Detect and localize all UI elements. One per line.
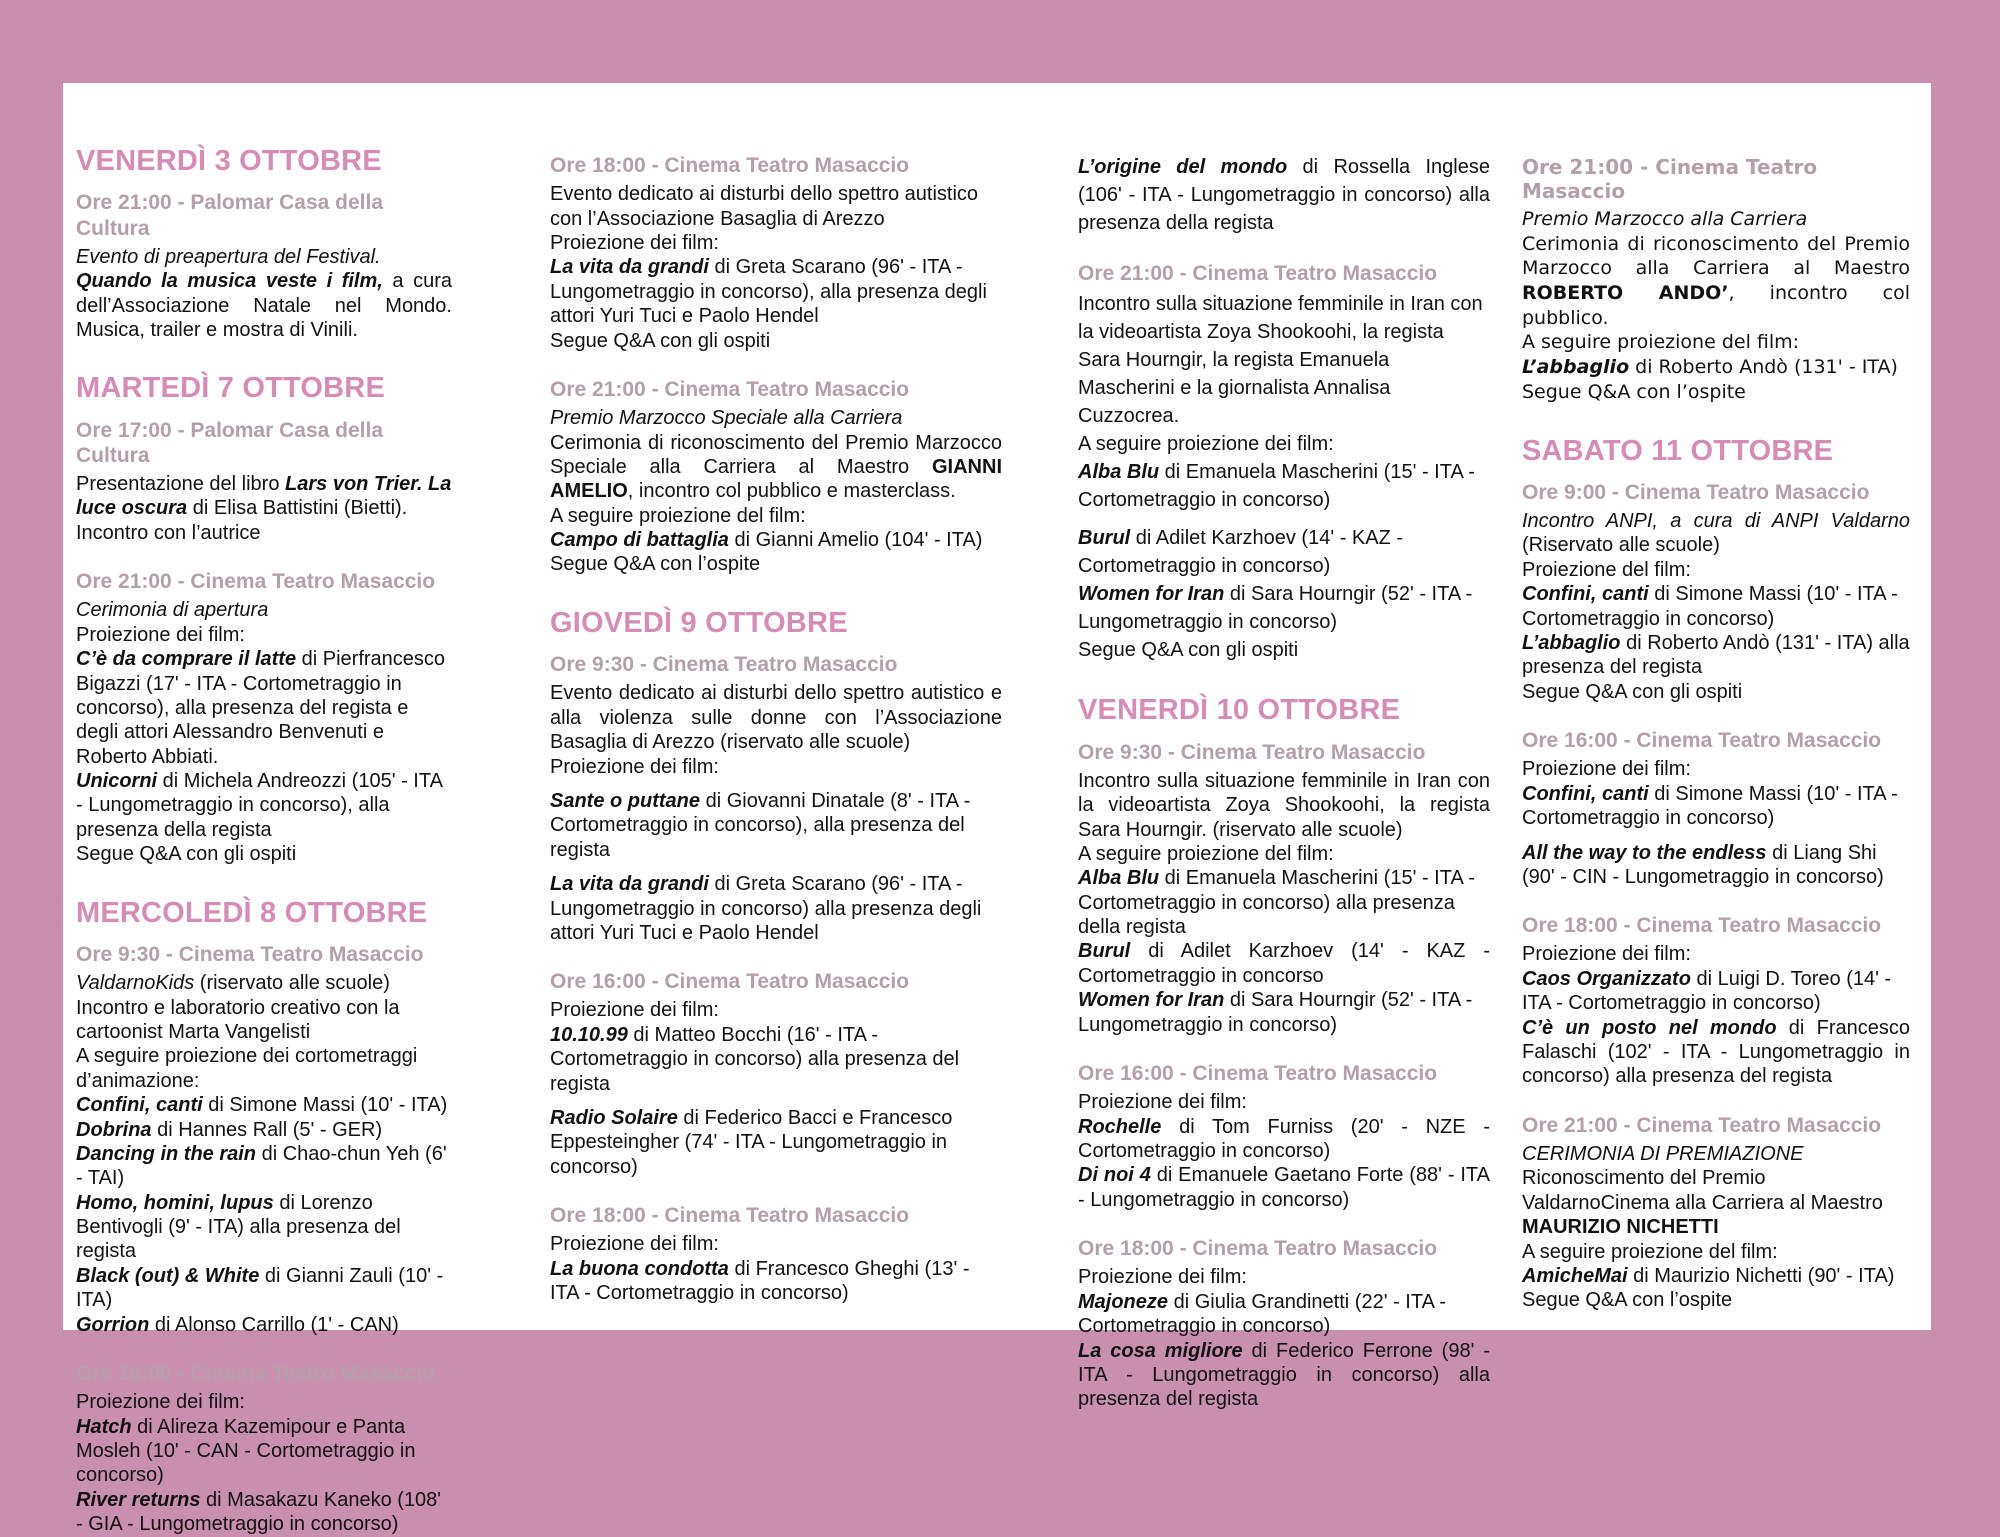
program-paragraph bbox=[76, 647, 452, 769]
program-paragraph bbox=[1522, 1016, 1910, 1089]
time-venue-heading: Ore 9:30 - Cinema Teatro Masaccio bbox=[76, 943, 424, 966]
day-heading: SABATO 11 OTTOBRE bbox=[1522, 434, 1834, 467]
text-run: Incontro e laboratorio creativo con la cartoonist Marta Vangelisti bbox=[76, 996, 400, 1043]
time-venue-heading: Ore 21:00 - Cinema Teatro Masaccio bbox=[550, 377, 910, 401]
program-paragraph bbox=[550, 552, 1002, 576]
text-run: A seguire proiezione del film: bbox=[1078, 842, 1334, 865]
text-run: Segue Q&A con gli ospiti bbox=[550, 329, 771, 352]
film-title: Unicorni bbox=[76, 770, 158, 793]
program-paragraph bbox=[1078, 430, 1490, 458]
text-run: GIANNI AMELIO bbox=[550, 455, 1002, 503]
text-run: di Adilet Karzhoev (14' - KAZ - Cortometraggio in concorso bbox=[1078, 940, 1490, 987]
text-run: Segue Q&A con gli ospiti bbox=[1078, 639, 1299, 662]
text-run: Proiezione dei film: bbox=[1522, 943, 1691, 966]
program-paragraph bbox=[550, 528, 1002, 552]
text-run: di Matteo Bocchi (16' - ITA - Cortometraggio in concorso) alla presenza del regista bbox=[550, 1023, 960, 1095]
program-paragraph bbox=[1078, 866, 1490, 939]
text-run: di Adilet Karzhoev (14' - KAZ - Cortometraggio in concorso) bbox=[1078, 527, 1404, 578]
program-paragraph bbox=[550, 329, 1002, 353]
text-run: di Elisa Battistini (Bietti). Incontro con l’autrice bbox=[76, 497, 408, 544]
program-paragraph bbox=[1522, 207, 1910, 232]
film-title: L’abbaglio bbox=[1522, 356, 1630, 379]
text-run: Premio Marzocco alla Carriera bbox=[1522, 208, 1808, 230]
program-column-4 bbox=[1522, 83, 1910, 1313]
program-paragraph bbox=[76, 971, 452, 995]
text-run: Segue Q&A con l’ospite bbox=[1522, 1289, 1733, 1312]
text-run: di Gianni Zauli (10' - ITA) bbox=[76, 1264, 444, 1312]
program-paragraph bbox=[550, 681, 1002, 754]
event-block bbox=[1078, 1061, 1490, 1212]
program-paragraph bbox=[76, 269, 452, 342]
program-paragraph bbox=[76, 1313, 452, 1337]
film-title: Women for Iran bbox=[1078, 989, 1225, 1012]
text-run: (riservato alle scuole) bbox=[194, 972, 390, 995]
text-run: , incontro col pubblico. bbox=[1522, 282, 1911, 329]
text-run: di Francesco Gheghi (13' - ITA - Cortometraggio in concorso) bbox=[550, 1257, 970, 1305]
program-paragraph bbox=[1522, 1288, 1910, 1312]
film-title: Gorrion bbox=[76, 1313, 150, 1336]
text-run: ValdarnoKids bbox=[76, 972, 195, 995]
text-run: A seguire proiezione del film: bbox=[550, 504, 806, 527]
text-run: di Giulia Grandinetti (22' - ITA - Cortometraggio in concorso) bbox=[1078, 1290, 1447, 1338]
event-block bbox=[550, 377, 1002, 577]
film-title: Dobrina bbox=[76, 1118, 152, 1141]
program-paragraph bbox=[550, 1023, 1002, 1096]
text-run: di Greta Scarano (96' - ITA - Lungometraggio in concorso), alla presenza degli attori Yuri Tuci e Paolo Hendel bbox=[550, 256, 987, 328]
text-run: Proiezione del film: bbox=[1522, 558, 1691, 581]
text-run: Proiezione dei film: bbox=[76, 623, 245, 646]
film-title: Homo, homini, lupus bbox=[76, 1191, 274, 1214]
event-block bbox=[1522, 728, 1910, 889]
film-title: All the way to the endless bbox=[1522, 841, 1767, 864]
event-block bbox=[1078, 261, 1490, 664]
time-venue-heading: Ore 18:00 - Cinema Teatro Masaccio bbox=[1522, 914, 1882, 938]
program-paragraph bbox=[1522, 509, 1910, 558]
program-column-2 bbox=[550, 83, 1002, 1306]
text-run: Cerimonia di riconoscimento del Premio Marzocco alla Carriera al Maestro bbox=[1522, 232, 1910, 280]
text-run: Proiezione dei film: bbox=[1078, 1266, 1247, 1289]
film-title: La cosa migliore bbox=[1078, 1339, 1243, 1362]
film-title: L’origine del mondo bbox=[1078, 156, 1288, 178]
event-block bbox=[550, 607, 1002, 945]
film-title: La vita da grandi bbox=[550, 256, 709, 279]
time-venue-heading: Ore 9:00 - Cinema Teatro Masaccio bbox=[1522, 480, 1870, 504]
text-run: di Lorenzo Bentivogli (9' - ITA) alla presenza del regista bbox=[76, 1191, 401, 1263]
time-venue-heading: Ore 21:00 - Cinema Teatro Masaccio bbox=[1522, 155, 1818, 203]
event-block bbox=[76, 372, 452, 545]
text-run: Presentazione del libro bbox=[76, 473, 286, 495]
program-paragraph bbox=[76, 996, 452, 1045]
event-block bbox=[1078, 694, 1490, 1037]
program-paragraph bbox=[76, 1118, 452, 1142]
program-paragraph bbox=[550, 998, 1002, 1022]
text-run: Proiezione dei film: bbox=[1522, 758, 1691, 781]
program-paragraph bbox=[76, 842, 452, 866]
text-run: ROBERTO ANDO’ bbox=[1522, 282, 1729, 305]
text-run: , incontro col pubblico e masterclass. bbox=[627, 480, 956, 503]
film-title: Confini, canti bbox=[1522, 583, 1649, 606]
text-run: Segue Q&A con l’ospite bbox=[1522, 380, 1746, 403]
program-paragraph bbox=[76, 1415, 452, 1488]
time-venue-heading: Ore 21:00 - Cinema Teatro Masaccio bbox=[1522, 1113, 1882, 1137]
film-title: Alba Blu bbox=[1078, 461, 1160, 484]
text-run: di Giovanni Dinatale (8' - ITA - Cortometraggio in concorso), alla presenza del regista bbox=[550, 789, 971, 861]
text-run: a cura dell’Associazione Natale nel Mondo. Musica, trailer e mostra di Vinili. bbox=[76, 270, 452, 341]
program-paragraph bbox=[1078, 988, 1490, 1037]
text-run: Riconoscimento del Premio ValdarnoCinema alla Carriera al Maestro bbox=[1522, 1167, 1883, 1214]
text-run: di Simone Massi (10' - ITA - Cortometraggio in concorso) bbox=[1522, 583, 1898, 630]
program-paragraph bbox=[76, 623, 452, 647]
program-paragraph bbox=[76, 1142, 452, 1191]
time-venue-heading: Ore 17:00 - Palomar Casa della Cultura bbox=[76, 418, 383, 467]
program-paragraph bbox=[550, 431, 1002, 504]
program-paragraph bbox=[550, 182, 1002, 231]
text-run: di Liang Shi (90' - CIN - Lungometraggio in concorso) bbox=[1522, 841, 1884, 888]
text-run: Segue Q&A con gli ospiti bbox=[1522, 680, 1743, 703]
text-run: di Roberto Andò (131' - ITA) bbox=[1629, 356, 1898, 379]
program-paragraph bbox=[1522, 558, 1910, 582]
program-paragraph bbox=[1078, 153, 1490, 237]
film-title: La vita da grandi bbox=[550, 873, 709, 896]
program-paragraph bbox=[550, 872, 1002, 945]
text-run: di Emanuela Mascherini (15' - ITA - Cortometraggio in concorso) alla presenza della regista bbox=[1078, 867, 1475, 939]
program-paragraph bbox=[1522, 232, 1910, 331]
program-paragraph bbox=[1522, 1264, 1910, 1288]
text-run: Proiezione dei film: bbox=[550, 231, 719, 254]
film-title: Black (out) & White bbox=[76, 1264, 260, 1287]
text-run: Segue Q&A con l’ospite bbox=[550, 553, 761, 576]
film-title: Women for Iran bbox=[1078, 583, 1225, 606]
program-paragraph bbox=[1522, 1142, 1910, 1166]
time-venue-heading: Ore 21:00 - Cinema Teatro Masaccio bbox=[1078, 262, 1438, 285]
event-block bbox=[76, 145, 452, 342]
program-paragraph bbox=[1078, 524, 1490, 580]
film-title: Alba Blu bbox=[1078, 867, 1160, 890]
text-run: di Sara Hourngir (52' - ITA - Lungometraggio in concorso) bbox=[1078, 989, 1473, 1036]
program-paragraph bbox=[1522, 782, 1910, 831]
text-run: A seguire proiezione dei film: bbox=[1078, 433, 1334, 456]
program-paragraph bbox=[76, 769, 452, 842]
text-run: CERIMONIA DI PREMIAZIONE bbox=[1522, 1143, 1804, 1166]
text-run: di Masakazu Kaneko (108' - GIA - Lungometraggio in concorso) bbox=[76, 1488, 442, 1536]
program-paragraph bbox=[76, 1488, 452, 1537]
film-title: Dancing in the rain bbox=[76, 1142, 257, 1165]
time-venue-heading: Ore 16:00 - Cinema Teatro Masaccio bbox=[1078, 1062, 1438, 1086]
program-paragraph bbox=[1078, 1115, 1490, 1164]
text-run: di Michela Andreozzi (105' - ITA - Lungometraggio in concorso), alla presenza della regista bbox=[76, 770, 442, 841]
film-title: C’è da comprare il latte bbox=[76, 648, 297, 671]
program-paragraph bbox=[1522, 967, 1910, 1016]
text-run: di Sara Hourngir (52' - ITA - Lungometraggio in concorso) bbox=[1078, 583, 1473, 634]
film-title: La buona condotta bbox=[550, 1257, 729, 1280]
program-paragraph bbox=[550, 255, 1002, 328]
text-run: Proiezione dei film: bbox=[550, 1233, 719, 1256]
program-paragraph bbox=[76, 1044, 452, 1093]
day-heading: MARTEDÌ 7 OTTOBRE bbox=[76, 372, 385, 405]
film-title: L’abbaglio bbox=[1522, 631, 1621, 654]
program-paragraph bbox=[550, 406, 1002, 430]
text-run: Incontro sulla situazione femminile in Iran con la videoartista Zoya Shookoohi, la regista Sara Hourngir, la regista Emanuela Mascherini e la giornalista Annalisa Cuzzocrea. bbox=[1078, 293, 1483, 428]
program-paragraph bbox=[1078, 769, 1490, 842]
day-heading: MERCOLEDÌ 8 OTTOBRE bbox=[76, 896, 428, 929]
program-paragraph bbox=[1078, 1290, 1490, 1339]
text-run: Incontro ANPI, a cura di ANPI Valdarno bbox=[1522, 510, 1910, 533]
program-paragraph bbox=[550, 1232, 1002, 1256]
text-run: Evento dedicato ai disturbi dello spettro autistico con l’Associazione Basaglia di Arezzo bbox=[550, 183, 979, 230]
program-paragraph bbox=[1522, 355, 1910, 380]
program-paragraph bbox=[550, 504, 1002, 528]
text-run: di Hannes Rall (5' - GER) bbox=[151, 1118, 383, 1141]
event-block bbox=[1522, 435, 1910, 705]
text-run: Incontro sulla situazione femminile in Iran con la videoartista Zoya Shookoohi, la regista Sara Hourngir. (riservato alle scuole) bbox=[1078, 769, 1490, 841]
text-run: Proiezione dei film: bbox=[550, 999, 719, 1022]
time-venue-heading: Ore 21:00 - Palomar Casa della Cultura bbox=[76, 191, 383, 240]
program-paragraph bbox=[1078, 458, 1490, 514]
text-run: MAURIZIO NICHETTI bbox=[1522, 1216, 1719, 1239]
film-title: Di noi 4 bbox=[1078, 1164, 1151, 1187]
time-venue-heading: Ore 16:00 - Cinema Teatro Masaccio bbox=[550, 970, 910, 994]
program-paragraph bbox=[550, 1106, 1002, 1179]
text-run: Cerimonia di apertura bbox=[76, 599, 269, 622]
text-run: Premio Marzocco Speciale alla Carriera bbox=[550, 407, 903, 430]
film-title: Radio Solaire bbox=[550, 1107, 678, 1130]
text-run: Cerimonia di riconoscimento del Premio Marzocco Speciale alla Carriera al Maestro bbox=[550, 431, 1002, 478]
text-run: di Emanuela Mascherini (15' - ITA - Cortometraggio in concorso) bbox=[1078, 461, 1475, 512]
event-block bbox=[1522, 913, 1910, 1089]
time-venue-heading: Ore 9:30 - Cinema Teatro Masaccio bbox=[1078, 740, 1426, 764]
text-run: di Tom Furniss (20' - NZE - Cortometraggio in concorso) bbox=[1078, 1115, 1490, 1162]
day-heading: VENERDÌ 3 OTTOBRE bbox=[76, 145, 382, 177]
text-run: di Alonso Carrillo (1' - CAN) bbox=[149, 1313, 399, 1336]
program-paragraph bbox=[550, 789, 1002, 862]
program-paragraph bbox=[1522, 1240, 1910, 1264]
program-paragraph bbox=[1522, 380, 1910, 405]
program-paragraph bbox=[76, 598, 452, 622]
program-paragraph bbox=[76, 1390, 452, 1414]
text-run: Evento di preapertura del Festival. bbox=[76, 245, 381, 268]
film-title: Confini, canti bbox=[76, 1094, 203, 1117]
film-title: 10.10.99 bbox=[550, 1023, 628, 1046]
text-run: di Greta Scarano (96' - ITA - Lungometraggio in concorso) alla presenza degli attori Yuri Tuci e Paolo Hendel bbox=[550, 873, 982, 944]
film-title: Confini, canti bbox=[1522, 782, 1649, 805]
event-block bbox=[550, 153, 1002, 353]
film-title: Sante o puttane bbox=[550, 789, 701, 812]
film-title: Majoneze bbox=[1078, 1290, 1169, 1313]
event-block bbox=[550, 969, 1002, 1179]
text-run: di Gianni Amelio (104' - ITA) bbox=[728, 529, 983, 552]
text-run: di Roberto Andò (131' - ITA) alla presenza del regista bbox=[1522, 631, 1910, 679]
text-run: Proiezione dei film: bbox=[76, 1391, 245, 1414]
film-title: Campo di battaglia bbox=[550, 529, 729, 552]
time-venue-heading: Ore 16:00 - Cinema Teatro Masaccio bbox=[1522, 729, 1882, 753]
program-paragraph bbox=[76, 1093, 452, 1117]
time-venue-heading: Ore 18:00 - Cinema Teatro Masaccio bbox=[550, 1204, 910, 1228]
time-venue-heading: Ore 9:30 - Cinema Teatro Masaccio bbox=[550, 653, 898, 677]
text-run: di Maurizio Nichetti (90' - ITA) bbox=[1627, 1264, 1895, 1287]
event-block bbox=[1522, 155, 1910, 405]
program-paragraph bbox=[1078, 939, 1490, 988]
program-paragraph bbox=[1522, 757, 1910, 781]
program-paragraph bbox=[1522, 841, 1910, 890]
text-run: di Simone Massi (10' - ITA) bbox=[202, 1094, 448, 1117]
program-paragraph bbox=[1522, 330, 1910, 355]
text-run: di Chao-chun Yeh (6' - TAI) bbox=[76, 1142, 447, 1190]
program-paragraph bbox=[76, 1191, 452, 1264]
film-title: Burul bbox=[1078, 527, 1131, 550]
text-run: di Pierfrancesco Bigazzi (17' - ITA - Cortometraggio in concorso), alla presenza del regista e degli attori Alessandro Benvenuti e Roberto Abbiati. bbox=[76, 648, 446, 768]
program-paragraph bbox=[1078, 290, 1490, 430]
program-paragraph bbox=[76, 472, 452, 545]
film-title: Hatch bbox=[76, 1415, 132, 1438]
film-title: Burul bbox=[1078, 940, 1131, 963]
program-column-1 bbox=[76, 83, 452, 1537]
program-paragraph bbox=[550, 755, 1002, 779]
event-block bbox=[76, 897, 452, 1337]
film-title: Lars von Trier. La luce oscura bbox=[76, 473, 452, 520]
film-title: Quando la musica veste i film, bbox=[76, 270, 383, 293]
event-block bbox=[1078, 153, 1490, 237]
time-venue-heading: Ore 21:00 - Cinema Teatro Masaccio bbox=[76, 570, 436, 594]
text-run: di Federico Bacci e Francesco Eppesteingher (74' - ITA - Lungometraggio in concorso) bbox=[550, 1107, 953, 1178]
program-paragraph bbox=[1078, 1163, 1490, 1212]
text-run: Evento dedicato ai disturbi dello spettro autistico e alla violenza sulle donne con l’Associazione Basaglia di Arezzo (riservato alle scuole) bbox=[550, 682, 1002, 754]
text-run: Proiezione dei film: bbox=[1078, 1091, 1247, 1114]
program-paragraph bbox=[1078, 1090, 1490, 1114]
program-paragraph bbox=[76, 1264, 452, 1313]
program-paragraph bbox=[76, 245, 452, 269]
text-run: di Emanuele Gaetano Forte (88' - ITA - Lungometraggio in concorso) bbox=[1078, 1164, 1490, 1211]
day-heading: VENERDÌ 10 OTTOBRE bbox=[1078, 694, 1401, 727]
text-run: Segue Q&A con gli ospiti bbox=[76, 843, 297, 866]
day-heading: GIOVEDÌ 9 OTTOBRE bbox=[550, 606, 848, 639]
event-block bbox=[76, 1361, 452, 1537]
film-title: River returns bbox=[76, 1488, 201, 1511]
film-title: Caos Organizzato bbox=[1522, 967, 1691, 990]
event-block bbox=[550, 1203, 1002, 1305]
program-paragraph bbox=[1522, 680, 1910, 704]
program-paragraph bbox=[1522, 631, 1910, 680]
time-venue-heading: Ore 18:00 - Cinema Teatro Masaccio bbox=[550, 154, 910, 177]
text-run: di Rossella Inglese (106' - ITA - Lungometraggio in concorso) alla presenza della regista bbox=[1078, 156, 1490, 234]
text-run: di Simone Massi (10' - ITA - Cortometraggio in concorso) bbox=[1522, 782, 1898, 830]
event-block bbox=[1522, 1113, 1910, 1313]
program-paragraph bbox=[1078, 580, 1490, 636]
text-run: di Luigi D. Toreo (14' - ITA - Cortometraggio in concorso) bbox=[1522, 967, 1892, 1015]
program-paragraph bbox=[1522, 582, 1910, 631]
film-title: AmicheMai bbox=[1522, 1264, 1628, 1287]
text-run: (Riservato alle scuole) bbox=[1522, 534, 1720, 557]
program-paragraph bbox=[1522, 1166, 1910, 1239]
text-run: Proiezione dei film: bbox=[550, 755, 719, 778]
event-block bbox=[1078, 1236, 1490, 1412]
text-run: di Alireza Kazemipour e Panta Mosleh (10' - CAN - Cortometraggio in concorso) bbox=[76, 1415, 416, 1487]
program-paragraph bbox=[1078, 842, 1490, 866]
program-paragraph bbox=[550, 231, 1002, 255]
text-run: A seguire proiezione del film: bbox=[1522, 331, 1800, 354]
film-title: C’è un posto nel mondo bbox=[1522, 1016, 1777, 1039]
text-run: A seguire proiezione del film: bbox=[1522, 1240, 1778, 1263]
program-page bbox=[63, 83, 1931, 1536]
program-paragraph bbox=[1078, 1339, 1490, 1412]
program-column-3 bbox=[1078, 83, 1490, 1412]
film-title: Rochelle bbox=[1078, 1115, 1162, 1138]
program-paragraph bbox=[550, 1257, 1002, 1306]
event-block bbox=[76, 569, 452, 866]
text-run: di Francesco Falaschi (102' - ITA - Lungometraggio in concorso) alla presenza del regista bbox=[1522, 1016, 1910, 1088]
text-run: A seguire proiezione dei cortometraggi d’animazione: bbox=[76, 1045, 418, 1092]
program-paragraph bbox=[1078, 1265, 1490, 1289]
program-paragraph bbox=[1078, 636, 1490, 664]
program-paragraph bbox=[1522, 942, 1910, 966]
columns bbox=[63, 83, 1931, 1537]
time-venue-heading: Ore 18:00 - Cinema Teatro Masaccio bbox=[1078, 1237, 1438, 1261]
text-run: di Federico Ferrone (98' - ITA - Lungometraggio in concorso) alla presenza del regista bbox=[1078, 1339, 1490, 1411]
time-venue-heading: Ore 16:00 - Cinema Teatro Masaccio bbox=[76, 1362, 436, 1386]
